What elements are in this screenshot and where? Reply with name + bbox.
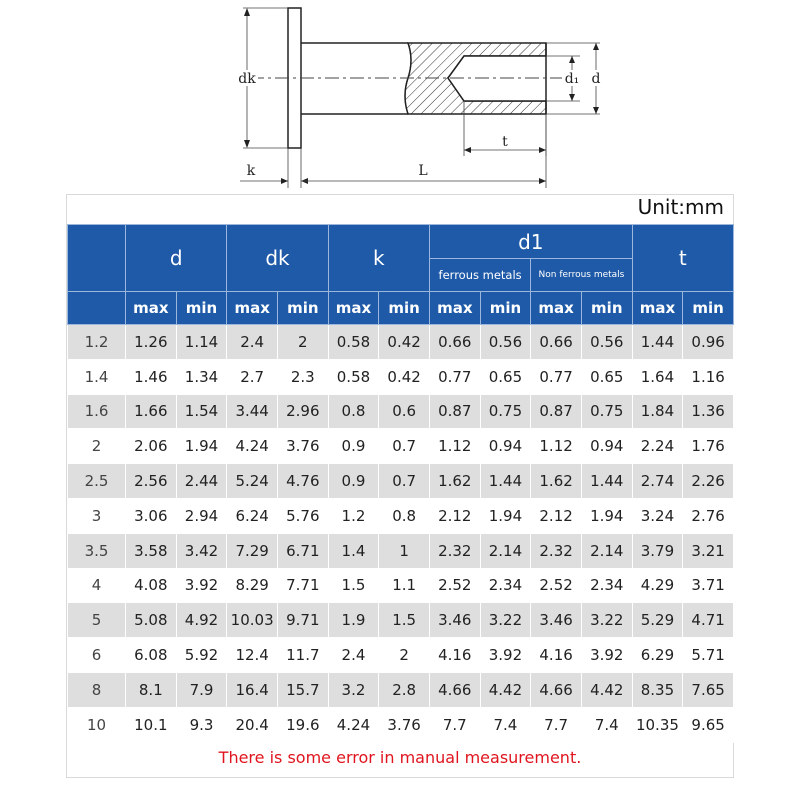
value-cell: 2.06 [126, 429, 177, 464]
table-row [68, 429, 734, 464]
size-cell: 8 [68, 672, 126, 707]
value-cell: 1.16 [683, 359, 734, 394]
min-header: min [683, 292, 734, 325]
value-cell: 10.1 [126, 707, 177, 742]
value-cell: 1.14 [176, 325, 227, 360]
value-cell: 3.21 [683, 533, 734, 568]
ferrous-header: ferrous metals [429, 259, 530, 292]
value-cell: 3.22 [480, 603, 531, 638]
d-header: d [126, 225, 227, 292]
value-cell: 4.16 [531, 638, 582, 673]
value-cell: 3.92 [581, 638, 632, 673]
value-cell: 0.66 [429, 325, 480, 360]
table-row [68, 568, 734, 603]
value-cell: 6.08 [126, 638, 177, 673]
value-cell: 4.66 [429, 672, 480, 707]
value-cell: 0.94 [581, 429, 632, 464]
value-cell: 3.2 [328, 672, 379, 707]
size-cell: 6 [68, 638, 126, 673]
value-cell: 1.36 [683, 394, 734, 429]
value-cell: 0.8 [379, 498, 430, 533]
value-cell: 2.74 [632, 464, 683, 499]
value-cell: 4.16 [429, 638, 480, 673]
value-cell: 2.14 [480, 533, 531, 568]
value-cell: 2 [379, 638, 430, 673]
value-cell: 6.29 [632, 638, 683, 673]
value-cell: 3.42 [176, 533, 227, 568]
value-cell: 3.76 [277, 429, 328, 464]
value-cell: 0.65 [480, 359, 531, 394]
value-cell: 2.96 [277, 394, 328, 429]
value-cell: 4.92 [176, 603, 227, 638]
value-cell: 9.65 [683, 707, 734, 742]
value-cell: 1.12 [429, 429, 480, 464]
value-cell: 4.08 [126, 568, 177, 603]
value-cell: 2.4 [328, 638, 379, 673]
value-cell: 2.12 [531, 498, 582, 533]
value-cell: 2.94 [176, 498, 227, 533]
max-header: max [328, 292, 379, 325]
size-cell: 5 [68, 603, 126, 638]
value-cell: 1.62 [429, 464, 480, 499]
max-header: max [227, 292, 278, 325]
value-cell: 0.96 [683, 325, 734, 360]
rivet-spec-table [67, 224, 734, 743]
max-header: max [632, 292, 683, 325]
value-cell: 0.6 [379, 394, 430, 429]
k-label: k [246, 163, 256, 179]
min-header: min [581, 292, 632, 325]
value-cell: 16.4 [227, 672, 278, 707]
value-cell: 3.76 [379, 707, 430, 742]
value-cell: 0.56 [581, 325, 632, 360]
size-cell: 1.4 [68, 359, 126, 394]
value-cell: 1.54 [176, 394, 227, 429]
value-cell: 0.75 [581, 394, 632, 429]
value-cell: 6.24 [227, 498, 278, 533]
value-cell: 2.44 [176, 464, 227, 499]
value-cell: 5.71 [683, 638, 734, 673]
table-row [68, 707, 734, 742]
value-cell: 1.12 [531, 429, 582, 464]
value-cell: 3.71 [683, 568, 734, 603]
size-cell: 1.2 [68, 325, 126, 360]
value-cell: 7.7 [531, 707, 582, 742]
table-row [68, 672, 734, 707]
value-cell: 1.76 [683, 429, 734, 464]
value-cell: 2.52 [531, 568, 582, 603]
value-cell: 1.4 [328, 533, 379, 568]
max-header: max [531, 292, 582, 325]
value-cell: 1.94 [480, 498, 531, 533]
min-header: min [379, 292, 430, 325]
value-cell: 0.58 [328, 359, 379, 394]
value-cell: 2.34 [581, 568, 632, 603]
table-row [68, 638, 734, 673]
value-cell: 11.7 [277, 638, 328, 673]
value-cell: 0.8 [328, 394, 379, 429]
min-header: min [176, 292, 227, 325]
value-cell: 2.3 [277, 359, 328, 394]
value-cell: 3.46 [531, 603, 582, 638]
value-cell: 2.8 [379, 672, 430, 707]
value-cell: 0.9 [328, 464, 379, 499]
value-cell: 7.71 [277, 568, 328, 603]
value-cell: 5.24 [227, 464, 278, 499]
non-ferrous-header: Non ferrous metals [531, 259, 632, 292]
value-cell: 1.1 [379, 568, 430, 603]
value-cell: 0.77 [531, 359, 582, 394]
value-cell: 20.4 [227, 707, 278, 742]
size-cell: 3 [68, 498, 126, 533]
value-cell: 3.79 [632, 533, 683, 568]
value-cell: 3.92 [480, 638, 531, 673]
table-row [68, 325, 734, 360]
value-cell: 1.26 [126, 325, 177, 360]
table-row [68, 394, 734, 429]
value-cell: 4.76 [277, 464, 328, 499]
value-cell: 5.08 [126, 603, 177, 638]
value-cell: 4.42 [581, 672, 632, 707]
value-cell: 0.94 [480, 429, 531, 464]
table-row [68, 464, 734, 499]
d1-header: d1 [429, 225, 632, 259]
L-label: L [418, 163, 428, 179]
value-cell: 0.56 [480, 325, 531, 360]
value-cell: 7.9 [176, 672, 227, 707]
value-cell: 5.29 [632, 603, 683, 638]
value-cell: 7.65 [683, 672, 734, 707]
unit-label: Unit:mm [637, 195, 724, 219]
size-cell: 10 [68, 707, 126, 742]
value-cell: 3.24 [632, 498, 683, 533]
value-cell: 0.7 [379, 429, 430, 464]
value-cell: 1.44 [480, 464, 531, 499]
value-cell: 4.24 [328, 707, 379, 742]
value-cell: 7.29 [227, 533, 278, 568]
value-cell: 10.35 [632, 707, 683, 742]
value-cell: 2.56 [126, 464, 177, 499]
value-cell: 1.46 [126, 359, 177, 394]
k-header: k [328, 225, 429, 292]
value-cell: 7.7 [429, 707, 480, 742]
value-cell: 0.7 [379, 464, 430, 499]
table-row [68, 603, 734, 638]
value-cell: 2.14 [581, 533, 632, 568]
value-cell: 2.76 [683, 498, 734, 533]
size-cell: 3.5 [68, 533, 126, 568]
value-cell: 1.2 [328, 498, 379, 533]
value-cell: 7.4 [581, 707, 632, 742]
value-cell: 3.46 [429, 603, 480, 638]
value-cell: 1.64 [632, 359, 683, 394]
value-cell: 1 [379, 533, 430, 568]
value-cell: 1.94 [581, 498, 632, 533]
value-cell: 9.3 [176, 707, 227, 742]
value-cell: 1.44 [581, 464, 632, 499]
value-cell: 1.44 [632, 325, 683, 360]
value-cell: 0.66 [531, 325, 582, 360]
min-header: min [277, 292, 328, 325]
value-cell: 10.03 [227, 603, 278, 638]
value-cell: 1.62 [531, 464, 582, 499]
value-cell: 2 [277, 325, 328, 360]
value-cell: 0.65 [581, 359, 632, 394]
value-cell: 0.87 [429, 394, 480, 429]
value-cell: 1.9 [328, 603, 379, 638]
value-cell: 8.35 [632, 672, 683, 707]
t-header: t [632, 225, 733, 292]
value-cell: 0.87 [531, 394, 582, 429]
min-header: min [480, 292, 531, 325]
value-cell: 1.94 [176, 429, 227, 464]
value-cell: 4.66 [531, 672, 582, 707]
d1-label: d₁ [564, 71, 580, 87]
max-header: max [126, 292, 177, 325]
value-cell: 9.71 [277, 603, 328, 638]
value-cell: 2.32 [531, 533, 582, 568]
value-cell: 2.32 [429, 533, 480, 568]
value-cell: 0.58 [328, 325, 379, 360]
value-cell: 3.92 [176, 568, 227, 603]
value-cell: 3.22 [581, 603, 632, 638]
table-row [68, 359, 734, 394]
size-cell: 2.5 [68, 464, 126, 499]
value-cell: 4.42 [480, 672, 531, 707]
value-cell: 2.7 [227, 359, 278, 394]
value-cell: 0.75 [480, 394, 531, 429]
value-cell: 3.44 [227, 394, 278, 429]
size-cell: 4 [68, 568, 126, 603]
value-cell: 0.77 [429, 359, 480, 394]
value-cell: 1.34 [176, 359, 227, 394]
rivet-dimension-diagram [0, 0, 800, 190]
value-cell: 2.24 [632, 429, 683, 464]
measurement-note: There is some error in manual measurement. [218, 748, 582, 767]
value-cell: 2.4 [227, 325, 278, 360]
max-header: max [429, 292, 480, 325]
value-cell: 3.58 [126, 533, 177, 568]
value-cell: 0.9 [328, 429, 379, 464]
value-cell: 4.71 [683, 603, 734, 638]
value-cell: 1.84 [632, 394, 683, 429]
value-cell: 4.29 [632, 568, 683, 603]
size-cell: 1.6 [68, 394, 126, 429]
value-cell: 19.6 [277, 707, 328, 742]
value-cell: 4.24 [227, 429, 278, 464]
value-cell: 2.12 [429, 498, 480, 533]
value-cell: 2.34 [480, 568, 531, 603]
value-cell: 8.29 [227, 568, 278, 603]
value-cell: 1.5 [328, 568, 379, 603]
value-cell: 0.42 [379, 325, 430, 360]
value-cell: 15.7 [277, 672, 328, 707]
value-cell: 2.26 [683, 464, 734, 499]
value-cell: 5.76 [277, 498, 328, 533]
size-subheader [68, 292, 126, 325]
value-cell: 6.71 [277, 533, 328, 568]
value-cell: 7.4 [480, 707, 531, 742]
table-row [68, 498, 734, 533]
value-cell: 0.42 [379, 359, 430, 394]
value-cell: 1.66 [126, 394, 177, 429]
size-cell: 2 [68, 429, 126, 464]
value-cell: 1.5 [379, 603, 430, 638]
table-row [68, 533, 734, 568]
d-label: d [591, 71, 601, 87]
value-cell: 2.52 [429, 568, 480, 603]
value-cell: 5.92 [176, 638, 227, 673]
table-body [68, 325, 734, 743]
t-label: t [502, 134, 508, 150]
size-header [68, 225, 126, 292]
dk-header: dk [227, 225, 328, 292]
value-cell: 3.06 [126, 498, 177, 533]
dk-label: dk [238, 71, 256, 87]
value-cell: 8.1 [126, 672, 177, 707]
value-cell: 12.4 [227, 638, 278, 673]
